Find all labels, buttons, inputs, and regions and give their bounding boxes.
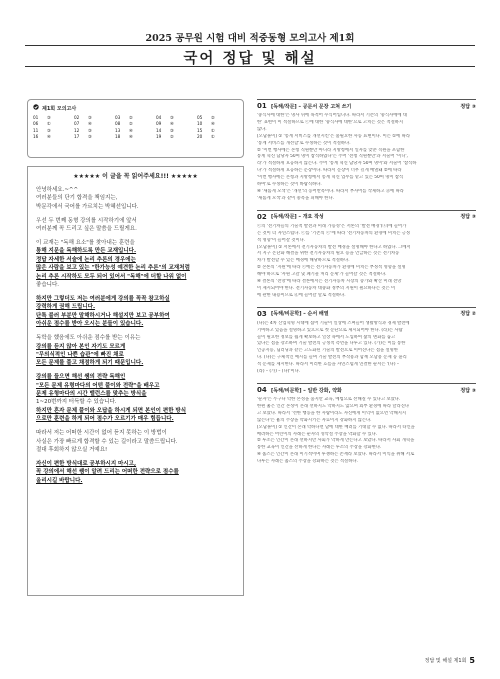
notice-line: 올리시길 바랍니다. [36,477,83,484]
notice-line: 강의를 들으면 해선 쌤의 전략 독해인 [36,374,126,381]
page-number: 5 [469,656,475,665]
notice-line: 많은 사람을 보고 있는 "한가능성 예견한 논리 추론"의 교재처럼 [36,265,190,272]
explanation-line: ② 본론의 '지원'에 따라 ⓒ에는 전기자동차가 환경에 미치는 부정적 영향을 설명 [257,265,406,271]
question-number: 03 [257,309,267,318]
exam-title: 2025 공무원 시험 대비 적중동형 모의고사 제1회 [145,33,355,44]
answer-cell [197,115,238,120]
answer-cell [197,121,238,126]
explanation-line: 다. (다)는 구체적인 예시를 들며 기술 발전의 부작용과 함께 오남용 문제 등 윤리 [257,355,407,361]
explanation-section [257,307,476,376]
notice-line: 통해 지문을 독해하도록 만든 교재입니다. [36,248,137,255]
notice-paragraph [36,429,235,454]
answer-value: ② [211,115,215,120]
answer-value: ④ [211,121,215,127]
explanation-line: 통한 교육이 인간을 선하게 한다는 사례는 루소의 주장을 강화한다. [257,445,382,451]
notice-line: 독학을 했음에도 아쉬운 점수를 받는 이유는 [36,335,141,342]
answer-value: ③ [170,127,174,133]
notice-line: 자신이 편한 방식대로 공부하시지 마시고, [36,460,137,467]
header-rule-top [25,45,475,46]
answer-value: ③ [47,115,51,120]
answer-number: 19 [156,133,162,139]
notice-line: 꼭 강의에서 해선 쌤이 알려 드리는 어떠한 전략으로 점수를 [36,469,179,476]
explanation-line: ② 루소는 인간이 본래 선하지만 사회가 악하게 만든다고 보았다. 따라서 사회 개혁을 [257,438,415,444]
correct-answer: 정답 ③ [460,103,476,110]
answer-cell [115,134,156,139]
notice-line: 강력하게 권해 드립니다. [36,304,96,311]
answer-cell [74,128,115,133]
explanation-line: '통계 서비스를 개선할'로 수정하는 것이 적절하다. [257,140,351,146]
notice-line: 여러분께 꼭 드리고 싶은 말씀을 드릴게요. [36,226,137,233]
answer-number: 12 [74,127,80,133]
notice-line: 1~20번까지 터득할 수 있습니다. [36,399,117,406]
answer-number: 18 [115,133,121,139]
answer-cell [156,128,197,133]
explanation-body [257,224,476,300]
answer-number: 07 [74,121,80,127]
explanation-section [257,99,476,203]
answer-value: ① [47,121,51,127]
notice-line: "무의식적인 나쁜 습관"에 빠진 채로 [36,351,124,358]
explanation-line: 이 제시되어야 한다. 전기자동차 대중화 정부의 지원이 필요하다는 것은 이 [257,285,396,291]
answer-value: ③ [88,133,92,139]
explanation-line: (나)는 4차 산업혁명 시대에 접어 기술이 일상에 스며들어 생활방식과 경제 발전에 [257,320,410,326]
notice-line: 절대 후회하지 않으실 거예요! [36,446,108,453]
answer-number: 16 [33,133,39,139]
answer-cell [156,134,197,139]
answer-key-box [27,99,244,158]
answer-cell [115,115,156,120]
notice-paragraph [36,460,235,485]
answer-number: 04 [156,115,162,120]
explanation-line: 다'가 적절하게 호응하는 문장이다. 따라서 문장이 너무 길게 배열돼 ②에 따라 [257,168,402,174]
explanation-line: 는 것이 더 자연스럽다. ⓒ를 '기존의 ⓒ'에 따라 '전기차동차의 환경에 미치는 긍정 [257,230,411,236]
explanation-line: 한' 표현이 이 적절하므로 ⓒ에 대한 '중식사에 대한'으로 고치는 것은 적절하지 [257,119,404,125]
correct-answer: 정답 ③ [460,387,476,394]
notice-body [36,186,235,485]
explanation-line: 고 보았다. 따라서 '선한 행동을 한 사람이라도 자신에게 이익이 없으면 악해지지 [257,410,407,416]
notice-heading: ★★★★★ 이 글을 꼭 읽어주세요!!! ★★★★★ [73,173,198,180]
answer-cell [74,134,115,139]
explanation-line: 에 관한 내용이므로 ⓓ에 들어갈 말로 적절하다. [257,292,346,298]
explanation-line: 해야 하므로 '자원 고갈 및 폐기물 처리 문제'가 들어갈 것은 적절하다. [257,272,387,278]
answer-number: 01 [33,115,39,120]
notice-line: 여러분들의 단기 합격을 책임지는, [36,195,118,202]
notice-line: 단톡 불러 부분만 말해하시거나 해설지만 보고 공부하여 [36,312,170,319]
explanation-line: ④ 홉스는 인간이 본래 이기적이며 투쟁하는 존재라 보았다. 따라서 이익을 위해 서로 [257,452,415,458]
answer-number: 09 [156,121,162,127]
header-rule-bottom [25,66,475,67]
notice-line: 안녕하세요.~^^ [36,187,79,193]
explanation-line: 하여'로 수정하는 것이 바람직하다. [257,182,322,188]
explanation-line: 않다. [257,126,267,132]
answer-number: 20 [197,133,203,139]
notice-paragraph [36,334,235,368]
answer-cell [197,128,238,133]
notice-line: 모든 문제를 풀고 채점하게 되기 때문입니다. [36,360,144,367]
answer-number: 15 [197,127,203,133]
answer-number: 14 [156,127,162,133]
explanation-line: 않는다'는 흄의 주장을 약화시키는 자료이지 강화하지 않는다. [257,417,372,423]
answer-number: 06 [33,121,39,127]
explanation-line: 통계 혁신 담당자 50여 명이 참석하였다'는 주어 '전청 직원뿐만'과 서술어 '이니', [257,154,408,160]
explanation-line: '순자'는 누구나 악한 본성을 품지만 교육, 예법으로 선해질 수 있다고 보았다. [257,397,401,402]
explanation-line: 한편 흄은 인간 본성이 본래 선하지도 악하지도 않으며 외부 환경에 따라 달라진다 [257,403,409,409]
correct-answer: 정답 ② [460,311,476,318]
explanation-header [257,383,476,394]
answer-number: 03 [115,115,121,120]
notice-line: 아쉬운 점수를 받아 오시는 분들이 있습니다. [36,321,144,328]
answer-number: 02 [74,115,80,120]
answer-value: ④ [47,133,51,139]
answer-key-title-text: 제1회 모의고사 [42,105,77,112]
checkmark-icon [33,104,39,112]
answer-cell [33,134,74,139]
page-title: 국어 정답 및 해설 [183,50,317,67]
explanation-body [257,397,476,466]
notice-paragraph [36,239,235,289]
notice-line: 정답 자세한 서술에 논리 추론의 경우에는 [36,256,136,263]
explanation-line: '이번 행사에는 본청과 지방청에서 통계 혁신 업무를 맡고 있는 50여 명이 참석 [257,175,404,181]
explanation-line: 적 영향'이 들어갈 것이다. [257,237,306,243]
explanation-line: [오답풀이] ① 인간이 본래 악하다면 남에 대한 배려를 기대할 수 없다. 따라서 타인을 [257,424,415,430]
answer-value: ③ [170,115,174,120]
explanation-line: ④ '새롭게 모색'은 '개선'의 동어반복이다. 따라서 부사어를 삭제하고 ⓓ에 따라 [257,188,404,194]
answer-cell [115,128,156,133]
explanation-line: 서 지구 온난화 해결을 위한 전기자동차의 필요 등을 언급하는 것은 전기차동 [257,251,400,257]
answer-cell [156,115,197,120]
explanation-line: '새롭게 모색'과 같이 중복을 피해야 한다. [257,195,334,201]
notice-paragraph [36,295,235,329]
notice-paragraph [36,373,235,423]
answer-number: 11 [33,127,39,133]
notice-line: 우선 두 번째 동형 강의를 시작하기에 앞서 [36,217,137,224]
explanation-line: 있다는 점을 강조하며 기술 발전의 긍정적 측면을 다루고 있다. (가)는 이를 통한 [257,341,406,347]
notice-line: 논리 추론 시작하도 모두 되어 있어서 "독해"에 더할 나위 없이 [36,273,187,280]
notice-paragraph [36,217,235,234]
answer-cell [33,115,74,120]
notice-line: 하지만 혼자 문제 풀이와 오답을 하시게 되면 본인이 편한 방식 [36,407,187,414]
explanation-line: 다투는 사례는 홉스의 주장을 강화하는 것은 적절하다. [257,459,358,465]
page-footer [425,656,475,665]
answer-number: 05 [197,115,203,120]
notice-line: 이 교재는 "독해 요소"를 찾아내는 훈련을 [36,240,135,247]
explanation-section [257,383,476,466]
explanation-header [257,210,476,221]
question-topic: [독해/비문학] – 순서 배열 [271,311,329,318]
notice-line: 사실은 가장 빠르게 합격할 수 있는 길이라고 말씀드립니다. [36,438,178,445]
explanation-line: 차가 발전할 수 있는 배경에 해당하므로 적절하다. [257,258,350,264]
correct-answer: 정답 ③ [460,214,476,221]
explanation-body [257,113,476,203]
question-number: 01 [257,102,267,110]
answer-cell [74,115,115,120]
explanation-line: [오답풀이] ① 서론에서 전기자동차의 발전 배경을 설명해야 한다고 하였다. 그에서 [257,244,411,250]
notice-line: 문제 유형마다의 시간 밸런스를 맞추는 방식을 [36,391,147,398]
explanation-line: 적 문제를 제시한다. 따라서 이러한 흐름을 자연스럽게 연결한 순서는 '(나) – [257,362,400,368]
explanation-body [257,321,476,376]
explanation-line: (라) – (가) – (다)'이다. [257,369,301,375]
explanation-line: '중식사에 대한'은 명사 뒤에 목적어 수식어입니다. 따라서 기존의 '중식사에에 대 [257,113,408,118]
answer-number: 08 [115,121,121,127]
answer-number: 13 [115,127,121,133]
answer-key-title [33,104,238,112]
answer-value: ④ [88,121,92,127]
explanation-line: ⓒ의 '전기차들의 기술적 발전과 미래 가능성'은 서론의 '발전 배경'(ⓐ)에 들어가 [257,223,407,229]
explanation-line: ② '이번 행사에는 본청 직원뿐만 아니라 지방청에서 일자를 맞춘 직원을 포함한 [257,147,405,153]
explanation-line: ④ 결론의 '전망'에 따라 결론에서는 전기자동차 시장의 증가와 확산 미래 전망 [257,279,402,285]
answer-key-grid [33,115,238,139]
explanations-column [257,99,476,639]
answer-value: ④ [129,127,133,133]
notice-line: "모든 문제 유형마다의 어떤 풀이와 전략"을 배우고 [36,382,160,389]
answer-cell [74,121,115,126]
answer-value: ① [211,133,215,139]
answer-value: ④ [170,121,174,127]
answer-value: ③ [88,127,92,133]
notice-line: 으로만 훈련을 하게 되어 점수가 오르기가 매우 힘듭니다. [36,416,174,423]
answer-value: ② [170,133,174,139]
question-topic: [독해/비문학] – 일반 강화, 약화 [271,387,342,394]
question-number: 04 [257,386,267,394]
question-number: 02 [257,212,267,221]
explanation-line: 인공지능, 딥러닝과 같은 고도화된 기술의 발전으로 이어진다는 점을 설명한 [257,348,398,354]
notice-box [27,166,244,596]
notice-line: 강의를 듣지 않아 본인 자기도 모르게 [36,343,126,350]
answer-cell [156,121,197,126]
answer-value: ① [211,127,215,133]
explanation-line: 기여하고 있음을 설명하고 있으므로 첫 문단으로 제시되어야 한다. (라)는 사람 [257,327,403,333]
notice-line: 하지만 그렇더도 저는 여러분에게 강의를 꼭꼭 참고하실 [36,295,170,302]
explanation-header [257,307,476,318]
answer-value: ② [129,115,133,120]
explanation-header [257,99,476,110]
answer-value: ③ [88,115,92,120]
answer-cell [33,128,74,133]
answer-cell [197,134,238,139]
answer-number: 10 [197,121,203,127]
answer-number: 17 [74,133,80,139]
answer-value: ③ [47,127,51,133]
question-topic: [독해/작문] – 공문서 문장 고쳐 쓰기 [271,103,352,110]
answer-cell [115,121,156,126]
answer-value: ④ [129,133,133,139]
explanation-line: 들이 필요한 정보를 쉽게 확보하고 일상 속에서 도입하여 삶의 변화를 돕고 [257,334,396,340]
notice-line: 따라서 저는 어떠한 시간이 없어 듣지 못하는 이 방법이 [36,430,167,437]
notice-line: 박문각에서 국어를 가르치는 박혜선입니다. [36,203,139,210]
answer-cell [33,121,74,126]
explanation-section [257,210,476,300]
explanation-line: [오답풀이] ① '통계 서비스를 개선시킨'은 불필요한 사동 표현이다. 이는 ①에 따라 [257,133,410,139]
question-topic: [독해/작문] – 개요 작성 [271,214,324,221]
explanation-line: 배려하는 어린이의 사례는 순자의 성악설 주장을 약화할 수 있다. [257,431,378,437]
notice-line: 좋습니다. [36,282,60,289]
answer-value: ② [129,121,133,127]
footer-label: 정답 및 해설 제1회 [424,658,467,664]
notice-paragraph [36,186,235,211]
explanation-line: 라'가 적절하게 호응하지 않는다. 주어 '통계 혁신 담당자 50여 명이'와 서술어 '참석하 [257,161,417,167]
